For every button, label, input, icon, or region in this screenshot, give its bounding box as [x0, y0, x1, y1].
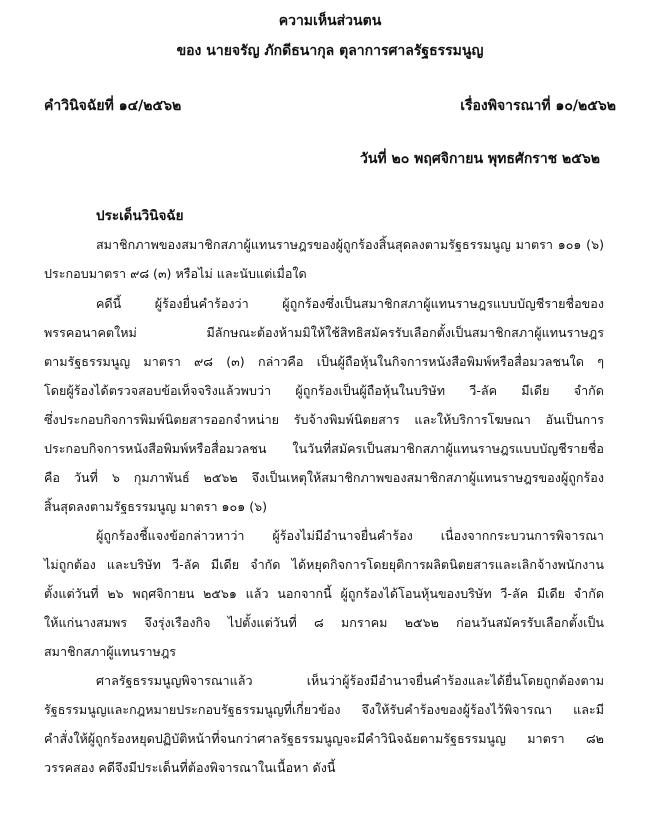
body-line: ตั้งแต่วันที่ ๒๖ พฤศจิกายน ๒๕๖๑ แล้ว นอกจากนี้ ผู้ถูกร้องได้โอนหุ้นของบริษัท วี-ลัค มีเดีย จำกัด	[44, 586, 604, 601]
case-number: เรื่องพิจารณาที่ ๑๐/๒๕๖๒	[460, 98, 616, 114]
body-line: ให้แก่นางสมพร จึงรุ่งเรืองกิจ ไปตั้งแต่วันที่ ๘ มกราคม ๒๕๖๒ ก่อนวันสมัครรับเลือกตั้งเป็น	[44, 615, 604, 630]
body-line: พรรคอนาคตใหม่ มีลักษณะต้องห้ามมิให้ใช้สิทธิสมัครรับเลือกตั้งเป็นสมาชิกสภาผู้แทนราษฎร	[44, 325, 604, 340]
body-line: คำสั่งให้ผู้ถูกร้องหยุดปฏิบัติหน้าที่จนกว่าศาลรัฐธรรมนูญจะมีคำวินิจฉัยตามรัฐธรรมนูญ มาตรา ๘๒	[44, 731, 604, 746]
body-line: สมาชิกภาพของสมาชิกสภาผู้แทนราษฎรของผู้ถูกร้องสิ้นสุดลงตามรัฐธรรมนูญ มาตรา ๑๐๑ (๖)	[96, 237, 604, 252]
document-title: ความเห็นส่วนตน	[278, 13, 382, 29]
body-line: สมาชิกสภาผู้แทนราษฎร	[44, 644, 177, 659]
ruling-number: คำวินิจฉัยที่ ๑๔/๒๕๖๒	[44, 98, 182, 114]
author-line: ของ นายจรัญ ภักดีธนากุล ตุลาการศาลรัฐธรรมนูญ	[176, 43, 484, 59]
section-heading: ประเด็นวินิจฉัย	[96, 208, 184, 224]
body-line: โดยผู้ร้องได้ตรวจสอบข้อเท็จจริงแล้วพบว่า ผู้ถูกร้องเป็นผู้ถือหุ้นในบริษัท วี-ลัค มีเดีย จำกัด	[44, 383, 604, 398]
body-line: ผู้ถูกร้องชี้แจงข้อกล่าวหาว่า ผู้ร้องไม่มีอำนาจยื่นคำร้อง เนื่องจากกระบวนการพิจารณา	[96, 528, 604, 543]
body-line: ตามรัฐธรรมนูญ มาตรา ๙๘ (๓) กล่าวคือ เป็นผู้ถือหุ้นในกิจการหนังสือพิมพ์หรือสื่อมวลชนใด ๆ	[44, 354, 604, 369]
body-line: ประกอบกิจการหนังสือพิมพ์หรือสื่อมวลชน ในวันที่สมัครเป็นสมาชิกสภาผู้แทนราษฎรแบบบัญชีรายชื่อ	[44, 441, 604, 456]
body-line: สิ้นสุดลงตามรัฐธรรมนูญ มาตรา ๑๐๑ (๖)	[44, 499, 268, 514]
body-line: ไม่ถูกต้อง และบริษัท วี-ลัค มีเดีย จำกัด ได้หยุดกิจการโดยยุติการผลิตนิตยสารและเลิกจ้างพนักงาน	[44, 557, 604, 572]
body-line: ประกอบมาตรา ๙๘ (๓) หรือไม่ และนับแต่เมื่อใด	[44, 266, 307, 281]
body-line: คดีนี้ ผู้ร้องยื่นคำร้องว่า ผู้ถูกร้องซึ่งเป็นสมาชิกสภาผู้แทนราษฎรแบบบัญชีรายชื่อของ	[96, 296, 604, 311]
body-line: คือ วันที่ ๖ กุมภาพันธ์ ๒๕๖๒ จึงเป็นเหตุให้สมาชิกภาพของสมาชิกสภาผู้แทนราษฎรของผู้ถูกร้อง	[44, 470, 604, 485]
body-line: ซึ่งประกอบกิจการพิมพ์นิตยสารออกจำหน่าย รับจ้างพิมพ์นิตยสาร และให้บริการโฆษณา อันเป็นการ	[44, 412, 604, 427]
body-line: วรรคสอง คดีจึงมีประเด็นที่ต้องพิจารณาในเนื้อหา ดังนี้	[44, 760, 336, 775]
body-line: รัฐธรรมนูญและกฎหมายประกอบรัฐธรรมนูญที่เกี่ยวข้อง จึงให้รับคำร้องของผู้ร้องไว้พิจารณา และมี	[44, 702, 604, 717]
document-date: วันที่ ๒๐ พฤศจิกายน พุทธศักราช ๒๕๖๒	[359, 151, 600, 167]
body-line: ศาลรัฐธรรมนูญพิจารณาแล้ว เห็นว่าผู้ร้องมีอำนาจยื่นคำร้องและได้ยื่นโดยถูกต้องตาม	[96, 673, 604, 688]
